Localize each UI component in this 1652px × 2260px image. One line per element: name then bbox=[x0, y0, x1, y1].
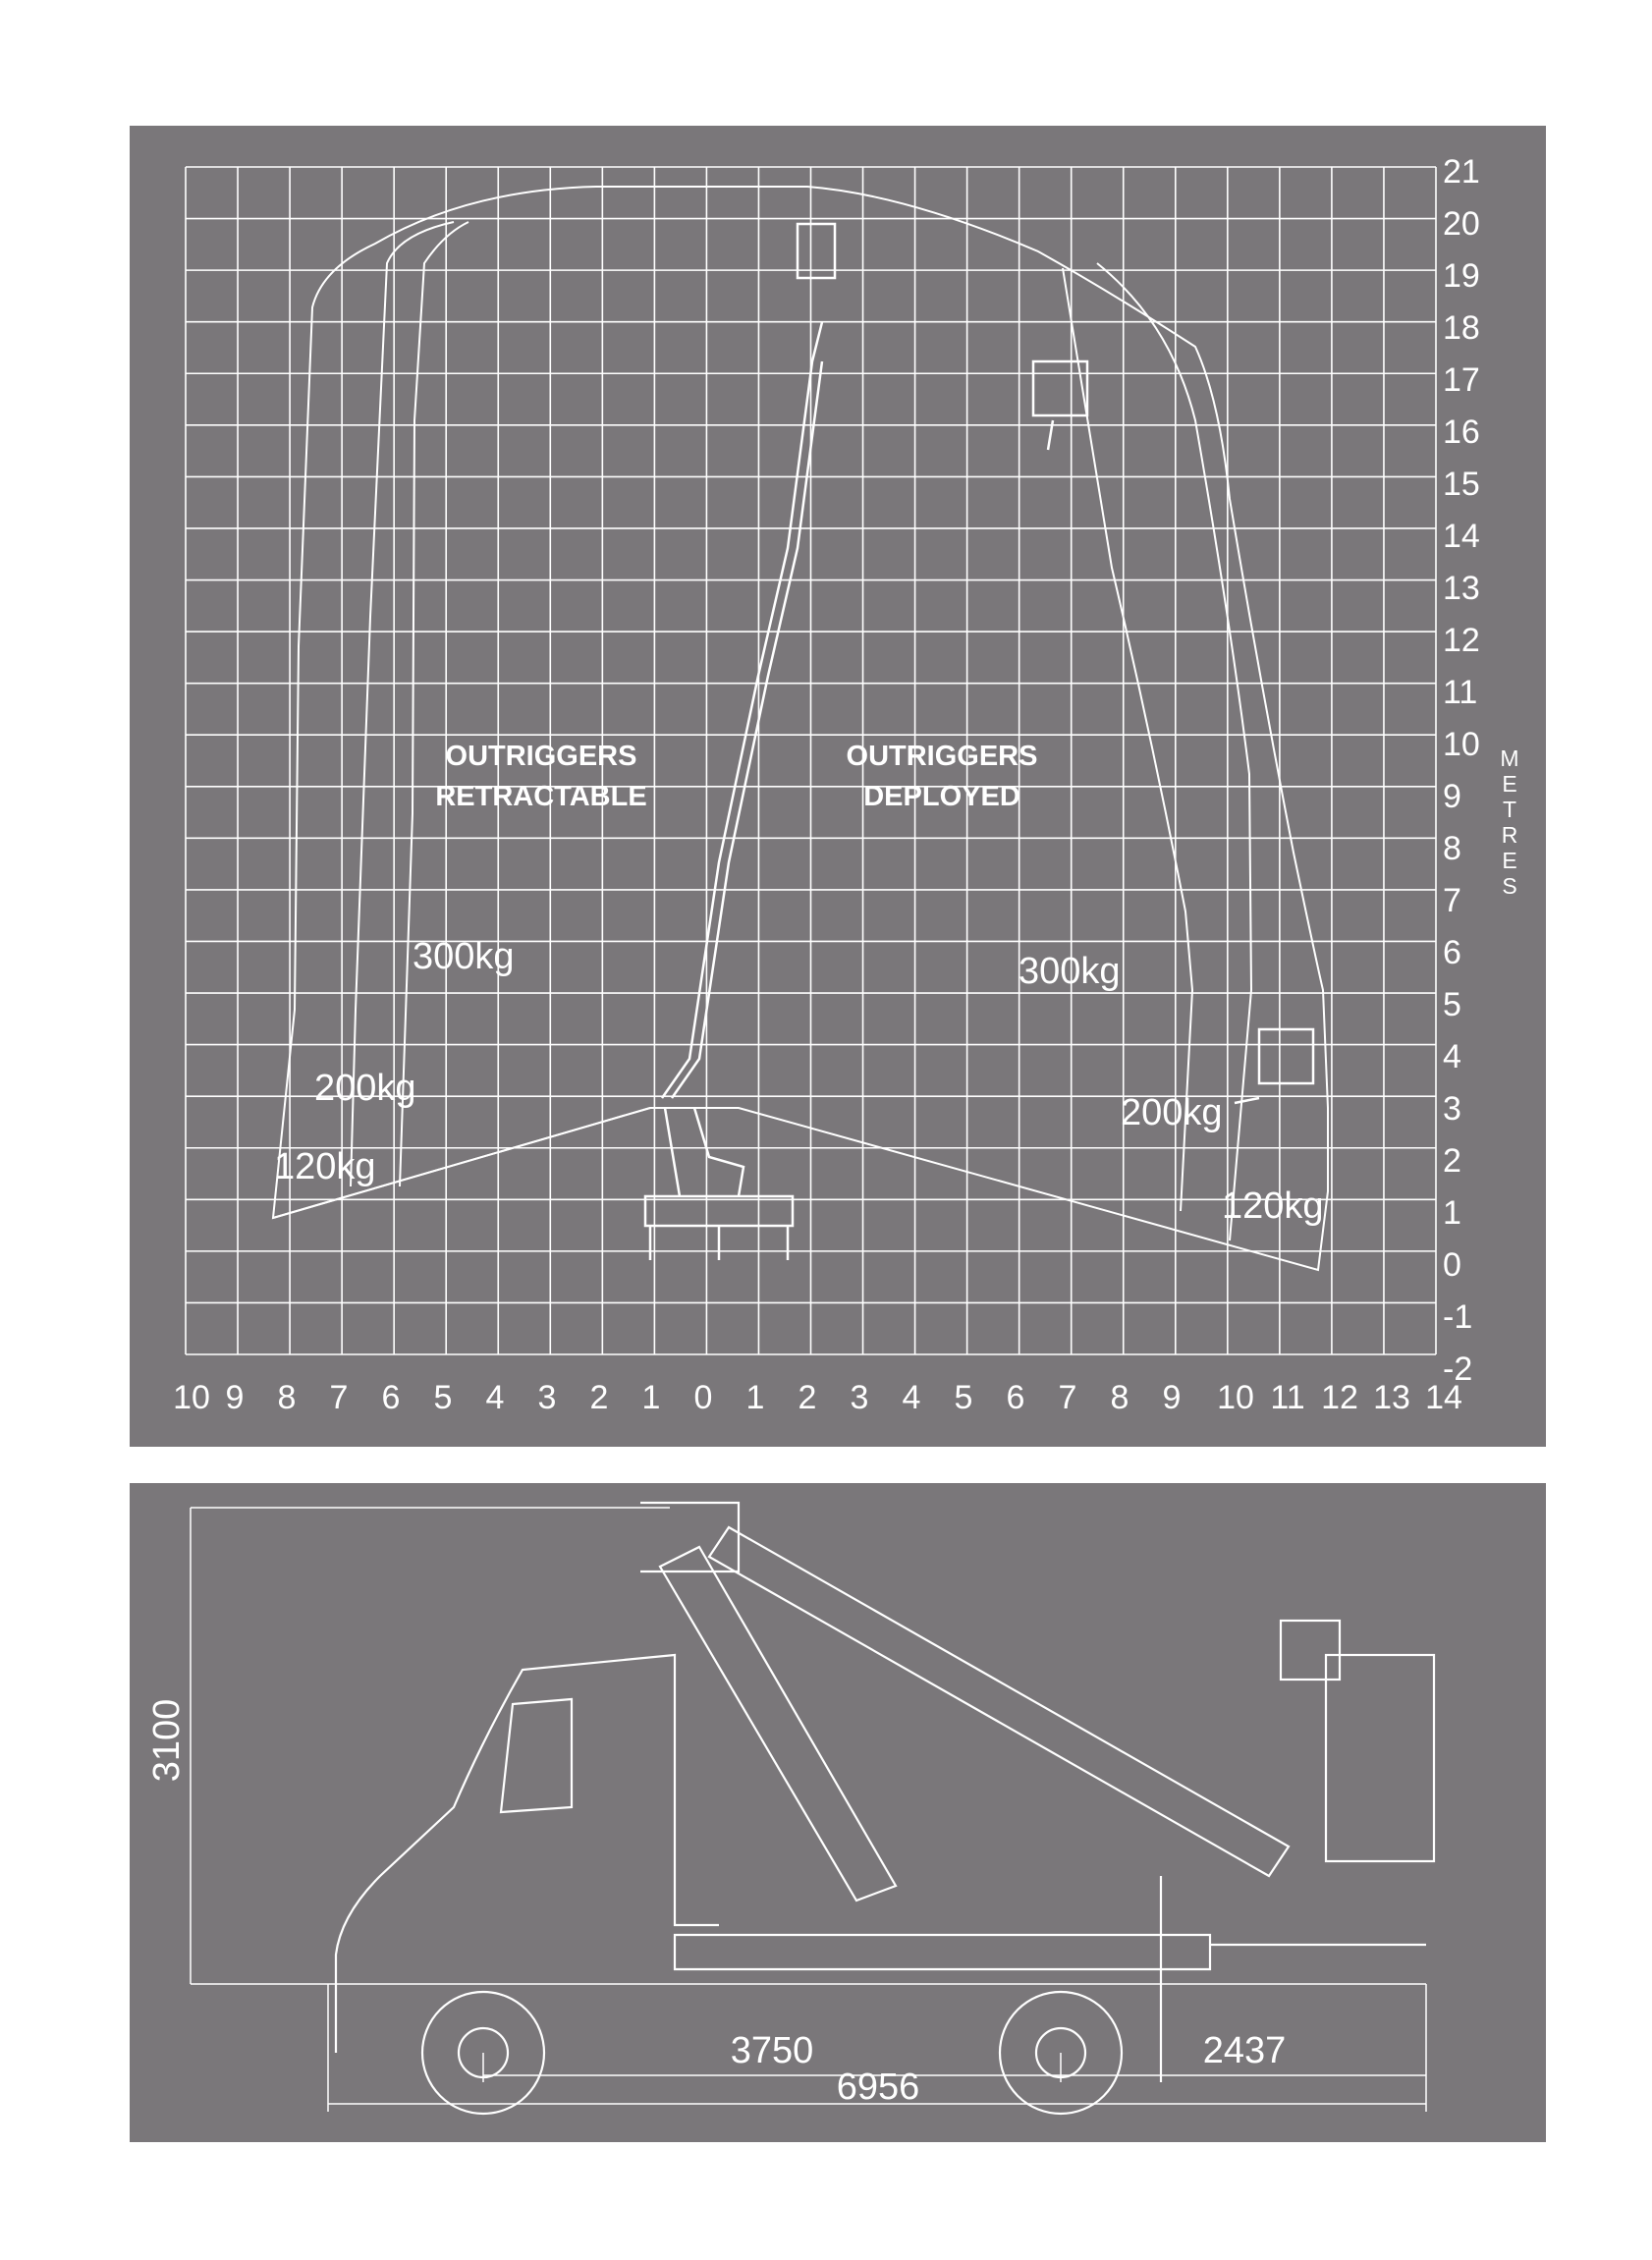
y-tick: 10 bbox=[1443, 726, 1480, 763]
turret bbox=[665, 1108, 743, 1196]
y-axis-letter: E bbox=[1502, 771, 1517, 797]
y-tick: -2 bbox=[1443, 1350, 1473, 1388]
x-tick: 6 bbox=[1006, 1379, 1025, 1416]
x-tick: 8 bbox=[1110, 1379, 1129, 1416]
x-tick: 4 bbox=[902, 1379, 921, 1416]
total-length-value: 6956 bbox=[836, 2067, 920, 2108]
x-tick: 1 bbox=[745, 1379, 765, 1416]
x-axis bbox=[173, 1379, 1462, 1416]
envelope-120kg-left bbox=[351, 222, 454, 1186]
y-tick: 8 bbox=[1443, 830, 1461, 867]
y-tick: 5 bbox=[1443, 986, 1461, 1023]
x-tick: 3 bbox=[850, 1379, 869, 1416]
vehicle-dimensions-panel bbox=[130, 1483, 1546, 2142]
envelope-200kg-left bbox=[400, 222, 468, 1186]
y-axis-letter: S bbox=[1502, 873, 1517, 899]
x-tick: 12 bbox=[1321, 1379, 1358, 1416]
platform-basket bbox=[1326, 1655, 1434, 1861]
zone-deployed-line1: OUTRIGGERS bbox=[846, 741, 1038, 772]
lower-boom bbox=[660, 1547, 896, 1901]
boom bbox=[662, 322, 822, 1098]
x-tick: 5 bbox=[433, 1379, 453, 1416]
x-tick: 10 bbox=[173, 1379, 210, 1416]
y-axis-letter: E bbox=[1502, 848, 1517, 873]
y-tick: 14 bbox=[1443, 518, 1480, 555]
x-tick: 11 bbox=[1270, 1379, 1305, 1416]
height-dimension bbox=[191, 1508, 1426, 1984]
y-tick: 2 bbox=[1443, 1142, 1461, 1180]
x-tick: 8 bbox=[277, 1379, 297, 1416]
y-tick: 21 bbox=[1443, 153, 1480, 191]
chassis-bed bbox=[675, 1935, 1210, 1969]
x-tick: 7 bbox=[1058, 1379, 1077, 1416]
y-tick: 1 bbox=[1443, 1194, 1461, 1232]
x-tick: 10 bbox=[1217, 1379, 1254, 1416]
zone-retractable-line2: RETRACTABLE bbox=[435, 781, 647, 812]
y-tick: 9 bbox=[1443, 778, 1461, 815]
rear-overhang-value: 2437 bbox=[1202, 2030, 1287, 2071]
cab bbox=[336, 1655, 719, 2053]
y-tick: 13 bbox=[1443, 570, 1480, 607]
zone-retractable-line1: OUTRIGGERS bbox=[445, 741, 637, 772]
boom-right-lower bbox=[1235, 1098, 1259, 1103]
main-boom bbox=[709, 1527, 1289, 1876]
y-tick: 12 bbox=[1443, 622, 1480, 659]
x-tick: 14 bbox=[1425, 1379, 1462, 1416]
x-tick: 0 bbox=[693, 1379, 713, 1416]
load-left-120kg: 120kg bbox=[274, 1146, 376, 1187]
y-tick: 7 bbox=[1443, 882, 1461, 919]
y-tick: 15 bbox=[1443, 466, 1480, 503]
x-tick: 2 bbox=[798, 1379, 817, 1416]
y-axis-letter: T bbox=[1502, 797, 1517, 822]
load-left-200kg: 200kg bbox=[314, 1068, 416, 1109]
y-tick: -1 bbox=[1443, 1298, 1473, 1336]
y-tick: 0 bbox=[1443, 1246, 1461, 1284]
y-axis-label bbox=[1500, 745, 1518, 899]
working-range-panel bbox=[130, 126, 1546, 1447]
y-axis-letter: M bbox=[1500, 745, 1519, 771]
load-right-300kg: 300kg bbox=[1019, 951, 1121, 992]
y-tick: 17 bbox=[1443, 361, 1480, 399]
zone-deployed-line2: DEPLOYED bbox=[863, 781, 1020, 812]
x-tick: 6 bbox=[381, 1379, 401, 1416]
chassis bbox=[645, 1196, 793, 1226]
y-axis-letter: R bbox=[1501, 822, 1518, 848]
x-tick: 9 bbox=[1162, 1379, 1182, 1416]
load-left-300kg: 300kg bbox=[413, 936, 515, 977]
x-tick: 7 bbox=[329, 1379, 349, 1416]
y-tick: 19 bbox=[1443, 257, 1480, 295]
x-tick: 4 bbox=[485, 1379, 505, 1416]
load-right-200kg: 200kg bbox=[1121, 1092, 1223, 1133]
height-value: 3100 bbox=[146, 1698, 188, 1783]
basket-right-lower bbox=[1259, 1029, 1313, 1083]
basket-rail bbox=[1281, 1621, 1340, 1680]
x-tick: 2 bbox=[589, 1379, 609, 1416]
truck-outline bbox=[336, 1503, 1434, 2114]
y-tick: 4 bbox=[1443, 1038, 1461, 1075]
cab-window bbox=[501, 1699, 572, 1812]
working-range-diagram bbox=[130, 126, 1546, 1447]
y-tick: 3 bbox=[1443, 1090, 1461, 1128]
wheelbase-value: 3750 bbox=[730, 2030, 814, 2071]
x-tick: 9 bbox=[225, 1379, 245, 1416]
y-tick: 20 bbox=[1443, 205, 1480, 243]
y-tick: 11 bbox=[1443, 674, 1478, 711]
x-tick: 3 bbox=[537, 1379, 557, 1416]
y-tick: 6 bbox=[1443, 934, 1461, 971]
y-tick: 16 bbox=[1443, 413, 1480, 451]
knuckle-arm bbox=[640, 1503, 739, 1571]
vehicle-side-view bbox=[130, 1483, 1546, 2142]
x-tick: 1 bbox=[641, 1379, 661, 1416]
load-right-120kg: 120kg bbox=[1222, 1185, 1324, 1227]
envelope-300kg-right bbox=[1063, 268, 1192, 1211]
x-tick: 5 bbox=[954, 1379, 973, 1416]
x-tick: 13 bbox=[1373, 1379, 1410, 1416]
y-axis bbox=[1443, 153, 1480, 1388]
y-tick: 18 bbox=[1443, 309, 1480, 347]
